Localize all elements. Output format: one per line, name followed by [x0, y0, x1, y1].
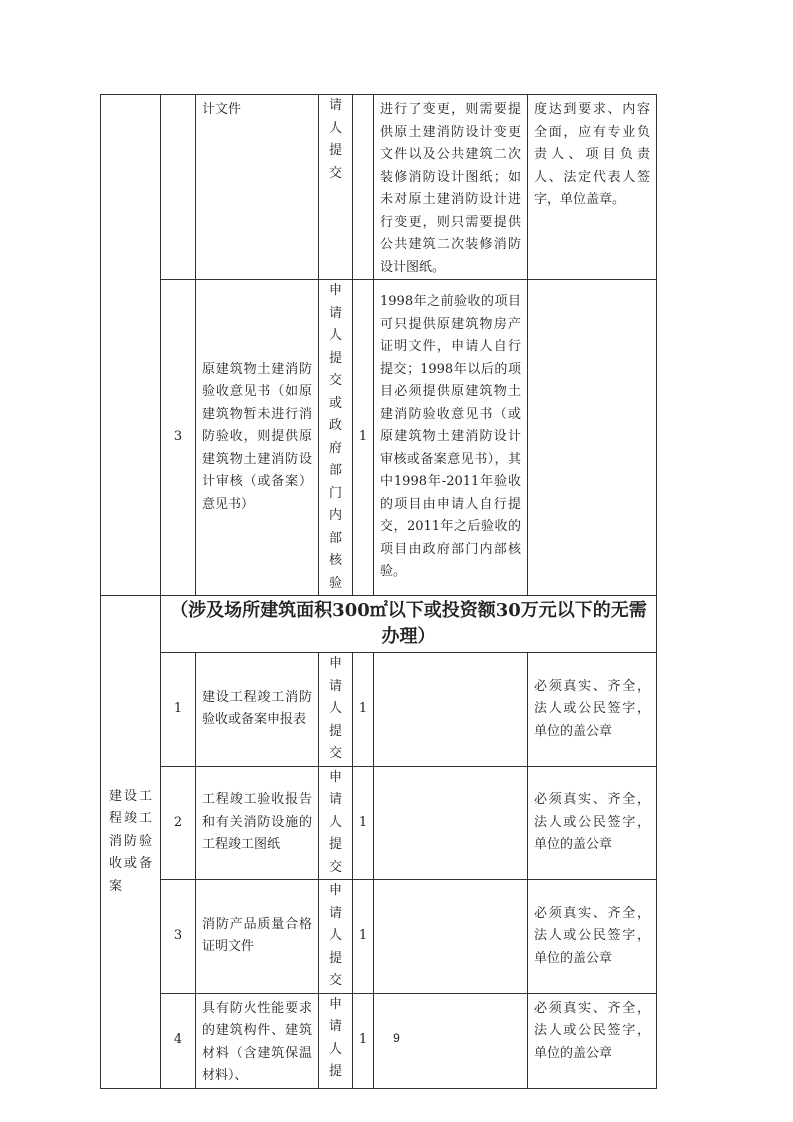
material-name: 建设工程竣工消防验收或备案申报表: [196, 653, 319, 767]
section-name: 建设工程竣工消防验收或备案: [101, 596, 161, 1089]
table-row: [101, 766, 657, 880]
table-row: [101, 880, 657, 994]
copy-count: [353, 95, 374, 280]
material-source: 申请人提: [319, 993, 353, 1088]
material-source: 申请人提交或政府部门内部核验: [319, 280, 353, 596]
copy-count: 1: [353, 280, 374, 596]
material-requirement: 必须真实、齐全，法人或公民签字，单位的盖公章: [528, 766, 657, 880]
table-row: [101, 653, 657, 767]
page-number: 9: [393, 1031, 400, 1045]
material-name: 计文件: [196, 95, 319, 280]
material-note: [374, 766, 528, 880]
table-row: [101, 280, 657, 596]
row-number: 1: [161, 653, 196, 767]
material-source: 申请人提交: [319, 653, 353, 767]
row-number: 3: [161, 280, 196, 596]
row-number: [161, 95, 196, 280]
row-number: 4: [161, 993, 196, 1088]
material-name: 工程竣工验收报告和有关消防设施的工程竣工图纸: [196, 766, 319, 880]
material-name: 具有防火性能要求的建筑构件、建筑材料（含建筑保温材料）、: [196, 993, 319, 1088]
material-requirement: 必须真实、齐全，法人或公民签字，单位的盖公章: [528, 653, 657, 767]
table-row: [101, 95, 657, 280]
category-cell: [101, 95, 161, 596]
material-source: 申请人提交: [319, 766, 353, 880]
material-requirement: 度达到要求、内容全面，应有专业负责人、项目负责人、法定代表人签字，单位盖章。: [528, 95, 657, 280]
material-note: 进行了变更，则需要提供原土建消防设计变更文件以及公共建筑二次装修消防设计图纸；如未对原土建消防设计进行变更，则只需要提供公共建筑二次装修消防设计图纸。: [374, 95, 528, 280]
copy-count: 1: [353, 880, 374, 994]
material-requirement: [528, 280, 657, 596]
materials-table: [100, 94, 657, 1089]
material-name: 原建筑物土建消防验收意见书（如原建筑物暂未进行消防验收，则提供原建筑物土建消防设计审核（或备案）意见书）: [196, 280, 319, 596]
copy-count: 1: [353, 766, 374, 880]
material-source: 申请人提交: [319, 880, 353, 994]
section-header-row: [101, 596, 657, 653]
material-requirement: 必须真实、齐全，法人或公民签字，单位的盖公章: [528, 880, 657, 994]
section-notice: （涉及场所建筑面积300㎡以下或投资额30万元以下的无需办理）: [161, 596, 657, 653]
copy-count: 1: [353, 653, 374, 767]
row-number: 3: [161, 880, 196, 994]
material-note: [374, 653, 528, 767]
copy-count: 1: [353, 993, 374, 1088]
material-note: 1998年之前验收的项目可只提供原建筑物房产证明文件，申请人自行提交；1998年以后的项目必须提供原建筑物土建消防验收意见书（或原建筑物土建消防设计审核或备案意见书），其中1998年-2011年验收的项目由申请人自行提交，2011年之后验收的项目由政府部门内部核验。: [374, 280, 528, 596]
material-name: 消防产品质量合格证明文件: [196, 880, 319, 994]
row-number: 2: [161, 766, 196, 880]
material-requirement: 必须真实、齐全，法人或公民签字，单位的盖公章: [528, 993, 657, 1088]
material-source: 请人提交: [319, 95, 353, 280]
material-note: [374, 880, 528, 994]
